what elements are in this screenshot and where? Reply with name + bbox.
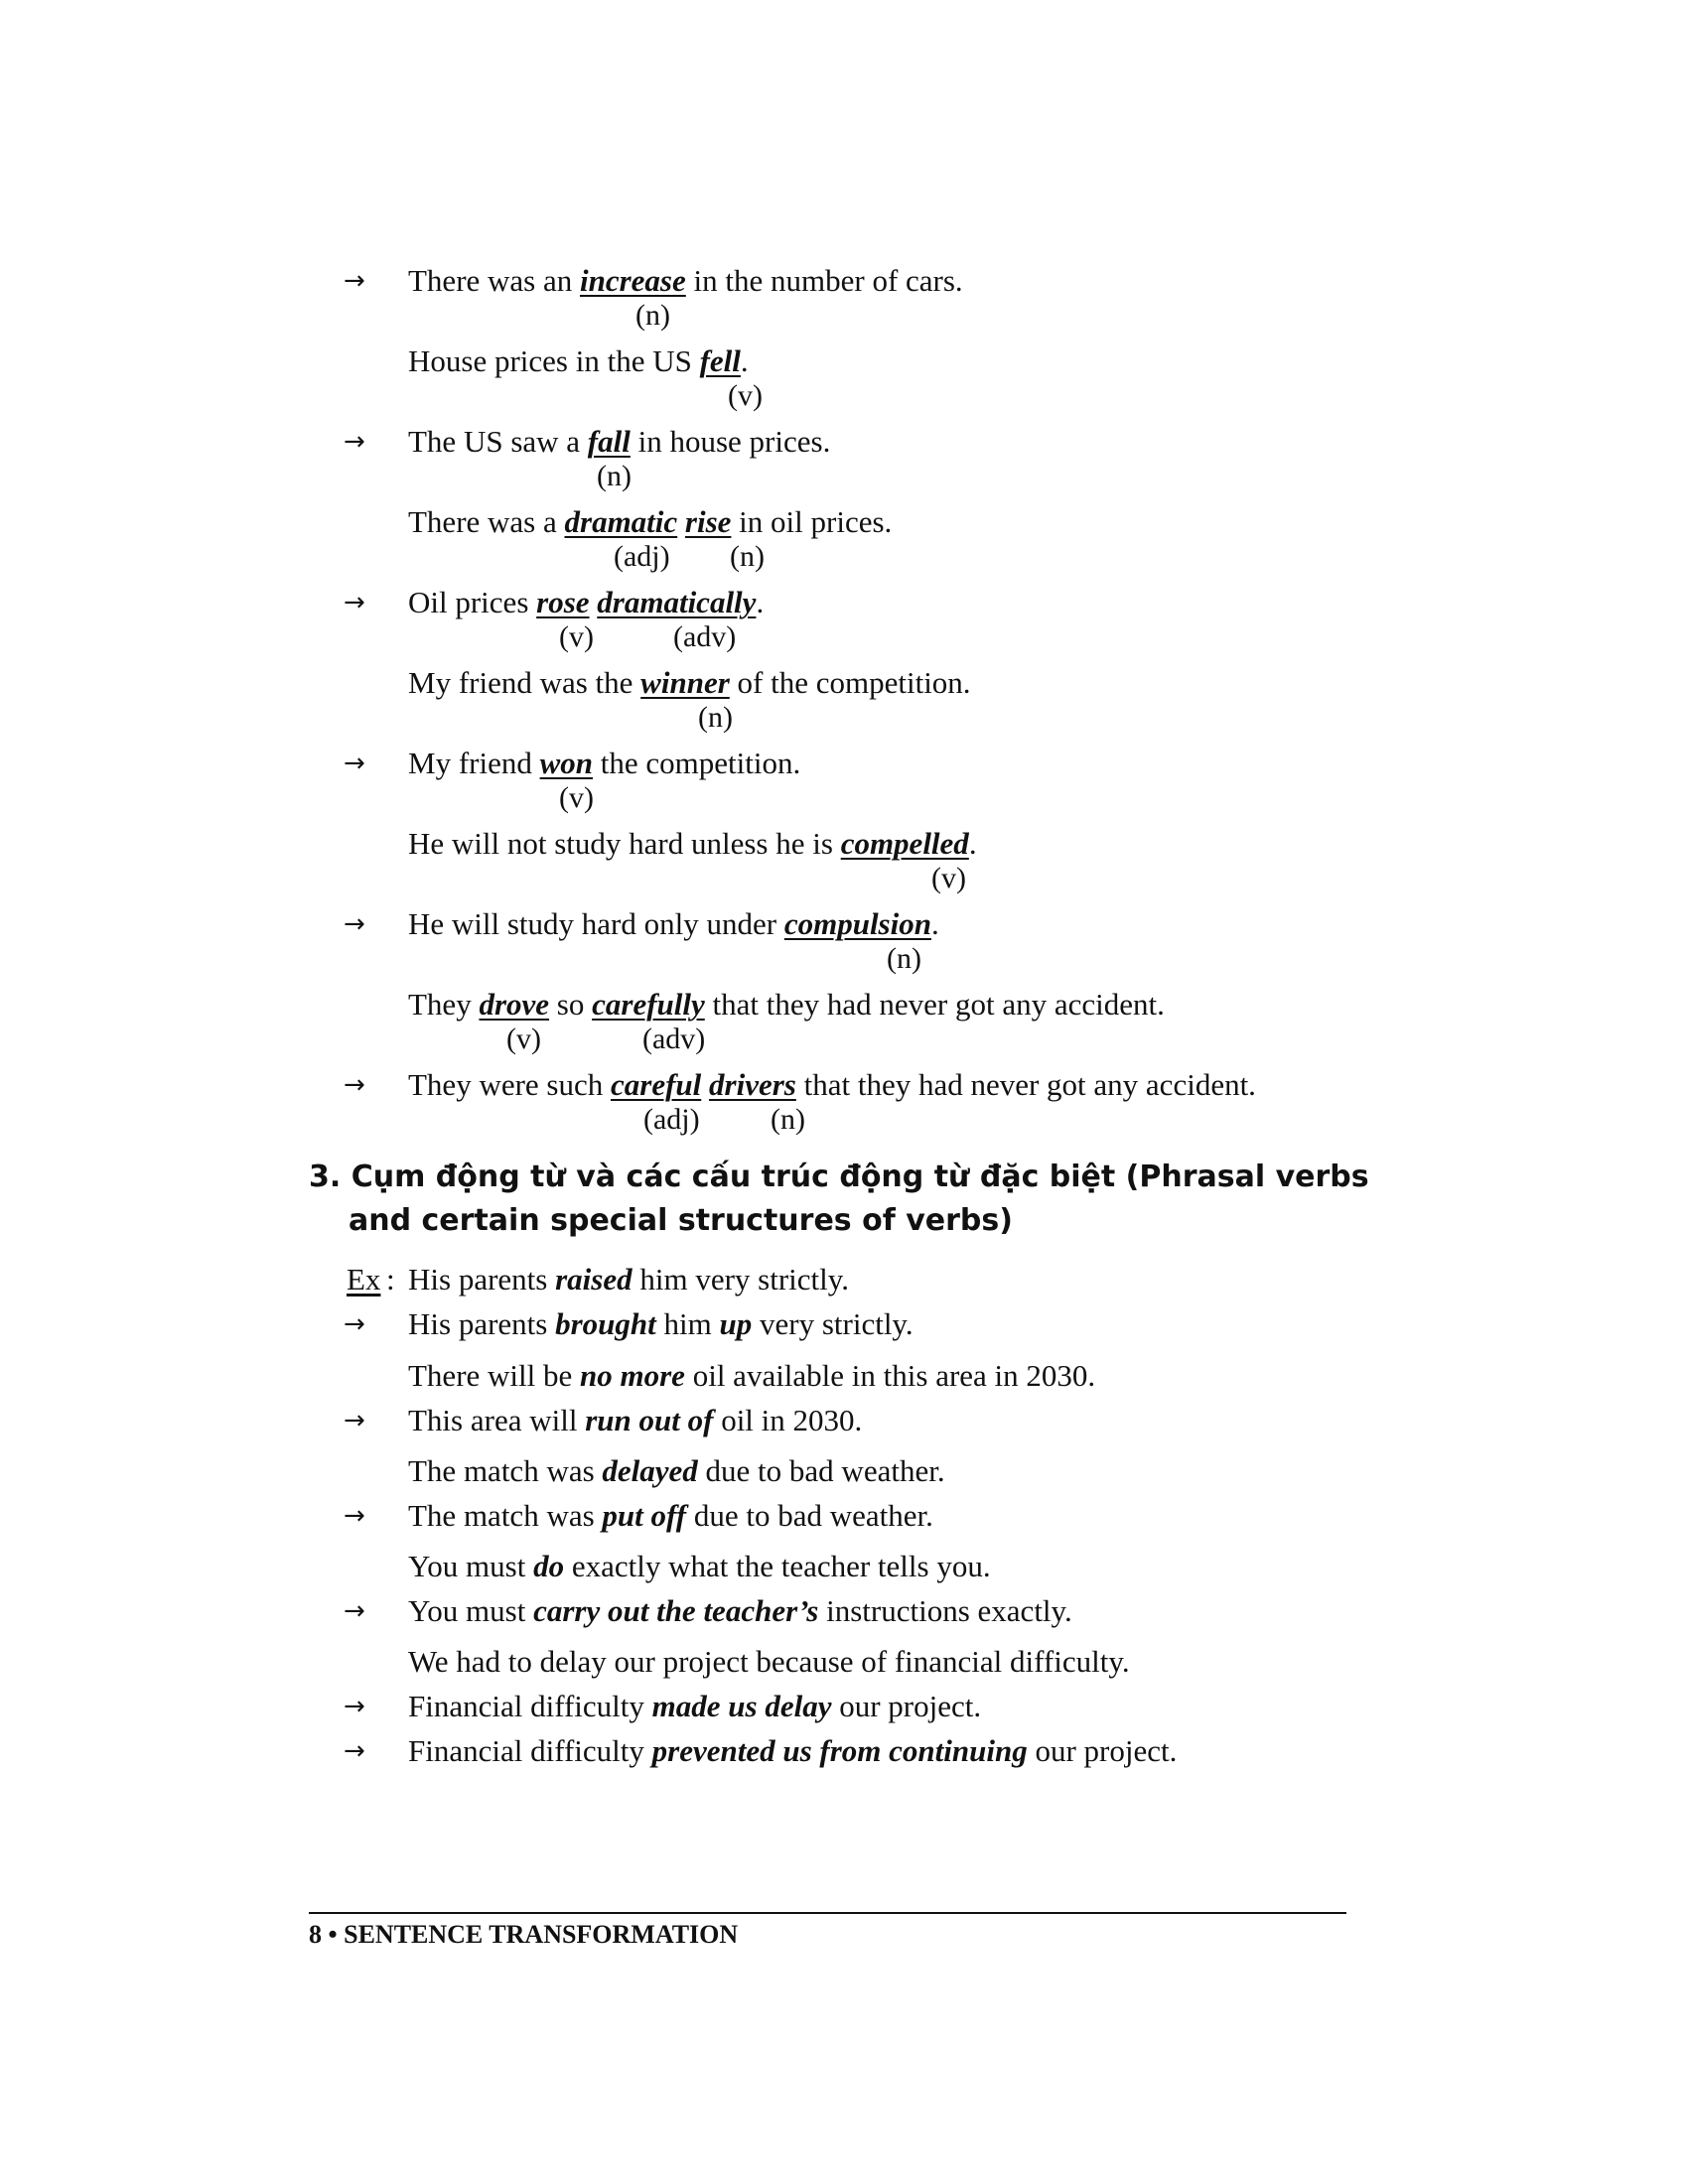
sentence-line xyxy=(408,1065,1256,1105)
keyword: dramatic xyxy=(564,504,678,539)
keyword: raised xyxy=(555,1262,633,1297)
part-of-speech-label: (n) xyxy=(887,942,921,975)
sentence-line xyxy=(408,904,939,944)
sentence-text: They were such xyxy=(408,1067,611,1102)
sentence-text: instructions exactly. xyxy=(818,1593,1072,1628)
part-of-speech-label: (n) xyxy=(635,299,670,332)
sentence-line xyxy=(408,502,892,542)
sentence-line xyxy=(408,1304,914,1344)
keyword: made us delay xyxy=(651,1689,832,1723)
example-colon: : xyxy=(386,1262,395,1297)
sentence-text: We had to delay our project because of financial difficulty. xyxy=(408,1644,1130,1679)
arrow-icon: → xyxy=(344,1070,365,1100)
keyword: fell xyxy=(699,343,741,378)
sentence-text: oil available in this area in 2030. xyxy=(684,1358,1096,1393)
sentence-text: so xyxy=(549,987,593,1022)
sentence-line xyxy=(408,1496,933,1536)
keyword: carry out the teacher’s xyxy=(533,1593,819,1628)
keyword: brought xyxy=(555,1306,656,1341)
sentence-line xyxy=(408,1356,1095,1396)
sentence-line xyxy=(408,1642,1130,1682)
footer-bullet: • xyxy=(322,1920,345,1949)
part-of-speech-label: (v) xyxy=(506,1023,541,1055)
keyword: put off xyxy=(602,1498,687,1533)
part-of-speech-label: (n) xyxy=(730,540,765,573)
sentence-text: He will not study hard unless he is xyxy=(408,826,841,861)
keyword: fall xyxy=(587,424,631,459)
sentence-line xyxy=(408,1451,945,1491)
part-of-speech-label: (n) xyxy=(597,460,632,492)
keyword: increase xyxy=(580,263,686,298)
arrow-icon: → xyxy=(344,909,365,939)
sentence-text: You must xyxy=(408,1593,534,1628)
sentence-text: He will study hard only under xyxy=(408,906,784,941)
sentence-text: House prices in the US xyxy=(408,343,700,378)
sentence-text: that they had never got any accident. xyxy=(795,1067,1256,1102)
section-heading-continued: and certain special structures of verbs) xyxy=(349,1203,1013,1238)
sentence-line xyxy=(408,261,963,301)
sentence-text xyxy=(701,1067,709,1102)
sentence-text: The match was xyxy=(408,1453,603,1488)
keyword: drivers xyxy=(709,1067,796,1102)
sentence-line xyxy=(408,663,971,703)
footer-title: SENTENCE TRANSFORMATION xyxy=(344,1920,739,1949)
sentence-text: of the competition. xyxy=(729,665,971,700)
part-of-speech-label: (adv) xyxy=(642,1023,706,1055)
arrow-icon: → xyxy=(344,588,365,617)
keyword: delayed xyxy=(602,1453,698,1488)
keyword: winner xyxy=(640,665,730,700)
keyword: run out of xyxy=(585,1403,714,1437)
sentence-text: in oil prices. xyxy=(731,504,893,539)
sentence-text: My friend was the xyxy=(408,665,641,700)
arrow-icon: → xyxy=(344,1596,365,1626)
page-footer xyxy=(309,1918,738,1952)
keyword: prevented us from continuing xyxy=(651,1733,1028,1768)
sentence-text: . xyxy=(968,826,977,861)
arrow-icon: → xyxy=(344,1736,365,1766)
page-number: 8 xyxy=(309,1920,322,1949)
section-heading: 3. Cụm động từ và các cấu trúc động từ đặc biệt (Phrasal verbs xyxy=(309,1160,1369,1194)
sentence-line xyxy=(408,1547,991,1586)
sentence-text: . xyxy=(756,585,765,619)
sentence-text: . xyxy=(930,906,939,941)
part-of-speech-label: (v) xyxy=(559,620,594,653)
sentence-text: There will be xyxy=(408,1358,581,1393)
arrow-icon: → xyxy=(344,1501,365,1531)
keyword: rise xyxy=(684,504,732,539)
sentence-text: due to bad weather. xyxy=(697,1453,945,1488)
sentence-text: The US saw a xyxy=(408,424,588,459)
sentence-line xyxy=(408,824,977,864)
part-of-speech-label: (n) xyxy=(771,1103,805,1136)
sentence-line xyxy=(408,1731,1177,1771)
sentence-text: Financial difficulty xyxy=(408,1689,652,1723)
sentence-line xyxy=(408,1260,849,1299)
keyword: up xyxy=(719,1306,753,1341)
keyword: rose xyxy=(536,585,590,619)
sentence-text: that they had never got any accident. xyxy=(704,987,1165,1022)
sentence-line xyxy=(408,1687,981,1726)
arrow-icon: → xyxy=(344,266,365,296)
sentence-text: My friend xyxy=(408,746,540,780)
sentence-line xyxy=(408,1401,862,1440)
arrow-icon: → xyxy=(344,749,365,778)
part-of-speech-label: (adj) xyxy=(614,540,670,573)
sentence-text: The match was xyxy=(408,1498,603,1533)
part-of-speech-label: (adj) xyxy=(643,1103,700,1136)
sentence-text: You must xyxy=(408,1549,534,1583)
sentence-text: oil in 2030. xyxy=(713,1403,863,1437)
keyword: won xyxy=(539,746,594,780)
arrow-icon: → xyxy=(344,1692,365,1721)
sentence-text: Financial difficulty xyxy=(408,1733,652,1768)
keyword: careful xyxy=(611,1067,702,1102)
sentence-text: There was an xyxy=(408,263,580,298)
sentence-line xyxy=(408,744,800,783)
arrow-icon: → xyxy=(344,427,365,457)
sentence-text: him xyxy=(655,1306,720,1341)
sentence-text: There was a xyxy=(408,504,565,539)
sentence-text: our project. xyxy=(1027,1733,1178,1768)
sentence-text: him very strictly. xyxy=(632,1262,849,1297)
sentence-line xyxy=(408,583,764,622)
keyword: carefully xyxy=(592,987,705,1022)
sentence-text: They xyxy=(408,987,480,1022)
sentence-line xyxy=(408,1591,1072,1631)
sentence-text: His parents xyxy=(408,1306,556,1341)
sentence-text: This area will xyxy=(408,1403,586,1437)
sentence-text: in house prices. xyxy=(630,424,831,459)
sentence-text: very strictly. xyxy=(752,1306,914,1341)
sentence-text xyxy=(677,504,685,539)
part-of-speech-label: (v) xyxy=(931,862,966,894)
keyword: compelled xyxy=(840,826,969,861)
keyword: no more xyxy=(580,1358,685,1393)
keyword: do xyxy=(533,1549,565,1583)
sentence-text: the competition. xyxy=(593,746,801,780)
sentence-text: exactly what the teacher tells you. xyxy=(564,1549,991,1583)
part-of-speech-label: (adv) xyxy=(673,620,737,653)
keyword: drove xyxy=(479,987,550,1022)
sentence-text: . xyxy=(740,343,749,378)
sentence-line xyxy=(408,422,830,462)
footer-rule xyxy=(309,1912,1346,1914)
arrow-icon: → xyxy=(344,1309,365,1339)
keyword: compulsion xyxy=(783,906,931,941)
part-of-speech-label: (v) xyxy=(728,379,763,412)
sentence-text: His parents xyxy=(408,1262,556,1297)
part-of-speech-label: (n) xyxy=(698,701,733,734)
sentence-line xyxy=(408,985,1165,1024)
sentence-text: our project. xyxy=(831,1689,982,1723)
sentence-text: Oil prices xyxy=(408,585,537,619)
sentence-text: in the number of cars. xyxy=(685,263,963,298)
sentence-line xyxy=(408,341,749,381)
sentence-text: due to bad weather. xyxy=(686,1498,933,1533)
part-of-speech-label: (v) xyxy=(559,781,594,814)
example-label: Ex xyxy=(347,1262,381,1297)
keyword: dramatically xyxy=(597,585,757,619)
arrow-icon: → xyxy=(344,1406,365,1435)
